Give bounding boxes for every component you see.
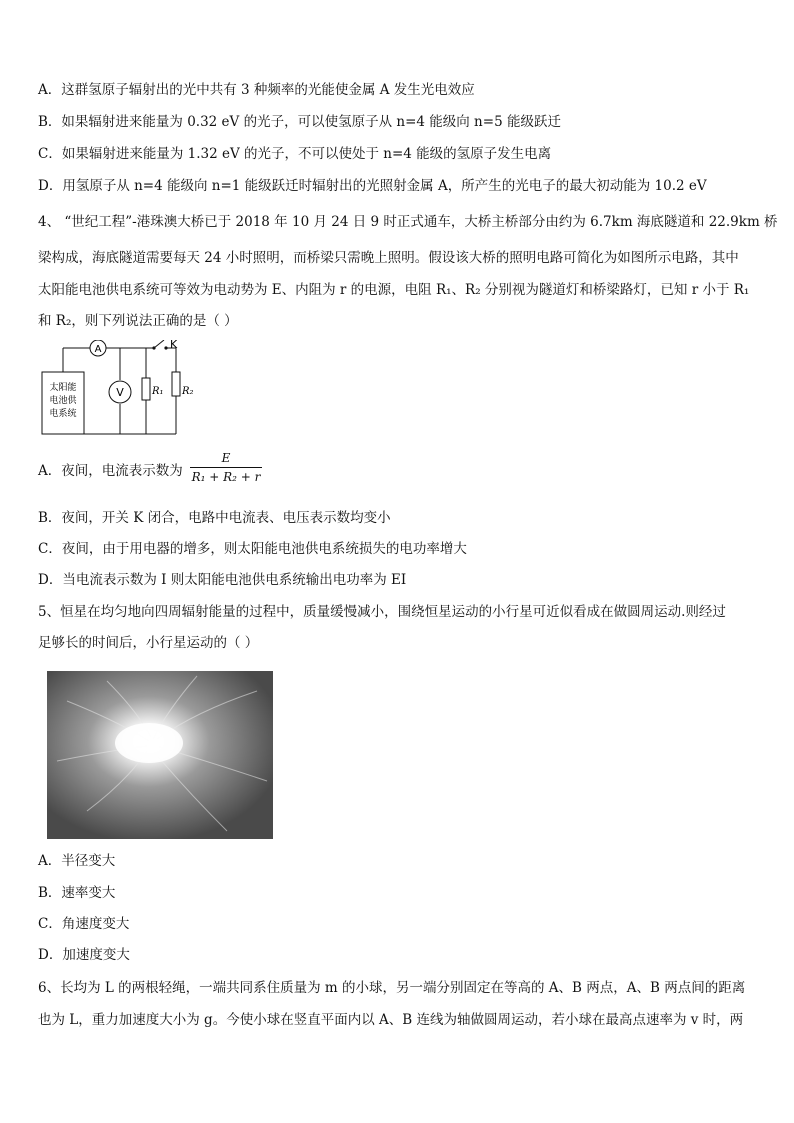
ammeter-label: A — [94, 344, 102, 355]
q5-option-c: C．角速度变大 — [38, 916, 130, 932]
q5-option-a: A．半径变大 — [38, 853, 116, 869]
source-label-2: 电池供 — [49, 396, 77, 406]
prev-option-b: B．如果辐射进来能量为 0.32 eV 的光子，可以使氢原子从 n=4 能级向 n=5 能级跃迁 — [38, 114, 561, 130]
resistor-r2 — [172, 372, 180, 396]
switch-label: K — [170, 340, 178, 351]
r1-label: R₁ — [152, 386, 164, 397]
fraction-bar — [190, 467, 262, 468]
q4-stem-line-2: 梁构成，海底隧道需要每天 24 小时照明，而桥梁只需晚上照明。假设该大桥的照明电路可简化为如图所示电路，其中 — [38, 250, 739, 266]
r2-label: R₂ — [182, 386, 194, 397]
formula-denominator: R₁ + R₂ + r — [191, 470, 261, 484]
q4-option-c: C．夜间，由于用电器的增多，则太阳能电池供电系统损失的电功率增大 — [38, 541, 467, 557]
prev-option-d: D．用氢原子从 n=4 能级向 n=1 能级跃迁时辐射出的光照射金属 A，所产生的光电子的最大初动能为 10.2 eV — [38, 178, 707, 194]
formula-fraction — [190, 450, 262, 485]
prev-option-c: C．如果辐射进来能量为 1.32 eV 的光子，不可以使处于 n=4 能级的氢原子发生电离 — [38, 146, 552, 162]
source-label-3: 电系统 — [49, 409, 77, 419]
q4-stem-line-4: 和 R₂，则下列说法正确的是（ ） — [38, 313, 238, 329]
voltmeter-label: V — [116, 386, 124, 399]
formula-numerator: E — [221, 451, 231, 465]
q4-option-d: D．当电流表示数为 I 则太阳能电池供电系统输出电功率为 EI — [38, 572, 407, 588]
q5-stem-line-1: 5、恒星在均匀地向四周辐射能量的过程中，质量缓慢减小，围绕恒星运动的小行星可近似看成在做圆周运动.则经过 — [38, 604, 726, 620]
q6-stem-line-1: 6、长均为 L 的两根轻绳，一端共同系住质量为 m 的小球，另一端分别固定在等高的 A、B 两点，A、B 两点间的距离 — [38, 980, 746, 996]
q4-option-b: B．夜间，开关 K 闭合，电路中电流表、电压表示数均变小 — [38, 510, 391, 526]
q5-stem-line-2: 足够长的时间后，小行星运动的（ ） — [38, 635, 259, 651]
switch-k — [154, 340, 164, 348]
q5-option-b: B．速率变大 — [38, 885, 116, 901]
q5-option-d: D．加速度变大 — [38, 947, 130, 963]
q4-stem-line-3: 太阳能电池供电系统可等效为电动势为 E、内阻为 r 的电源，电阻 R₁、R₂ 分别视为隧道灯和桥梁路灯，已知 r 小于 R₁ — [38, 282, 750, 298]
q4-stem-line-1: 4、 “世纪工程”-港珠澳大桥已于 2018 年 10 月 24 日 9 时正式通车，大桥主桥部分由约为 6.7km 海底隧道和 22.9km 桥 — [38, 214, 778, 230]
q4-option-a: A．夜间，电流表示数为 — [38, 463, 183, 479]
resistor-r1 — [142, 378, 150, 400]
circuit-diagram — [38, 340, 198, 440]
prev-option-a: A．这群氢原子辐射出的光中共有 3 种频率的光能使金属 A 发生光电效应 — [38, 82, 475, 98]
star-photo — [47, 671, 273, 839]
source-label-1: 太阳能 — [49, 383, 77, 393]
q6-stem-line-2: 也为 L，重力加速度大小为 g。今使小球在竖直平面内以 A、B 连线为轴做圆周运动，若小球在最高点速率为 v 时，两 — [38, 1012, 744, 1028]
